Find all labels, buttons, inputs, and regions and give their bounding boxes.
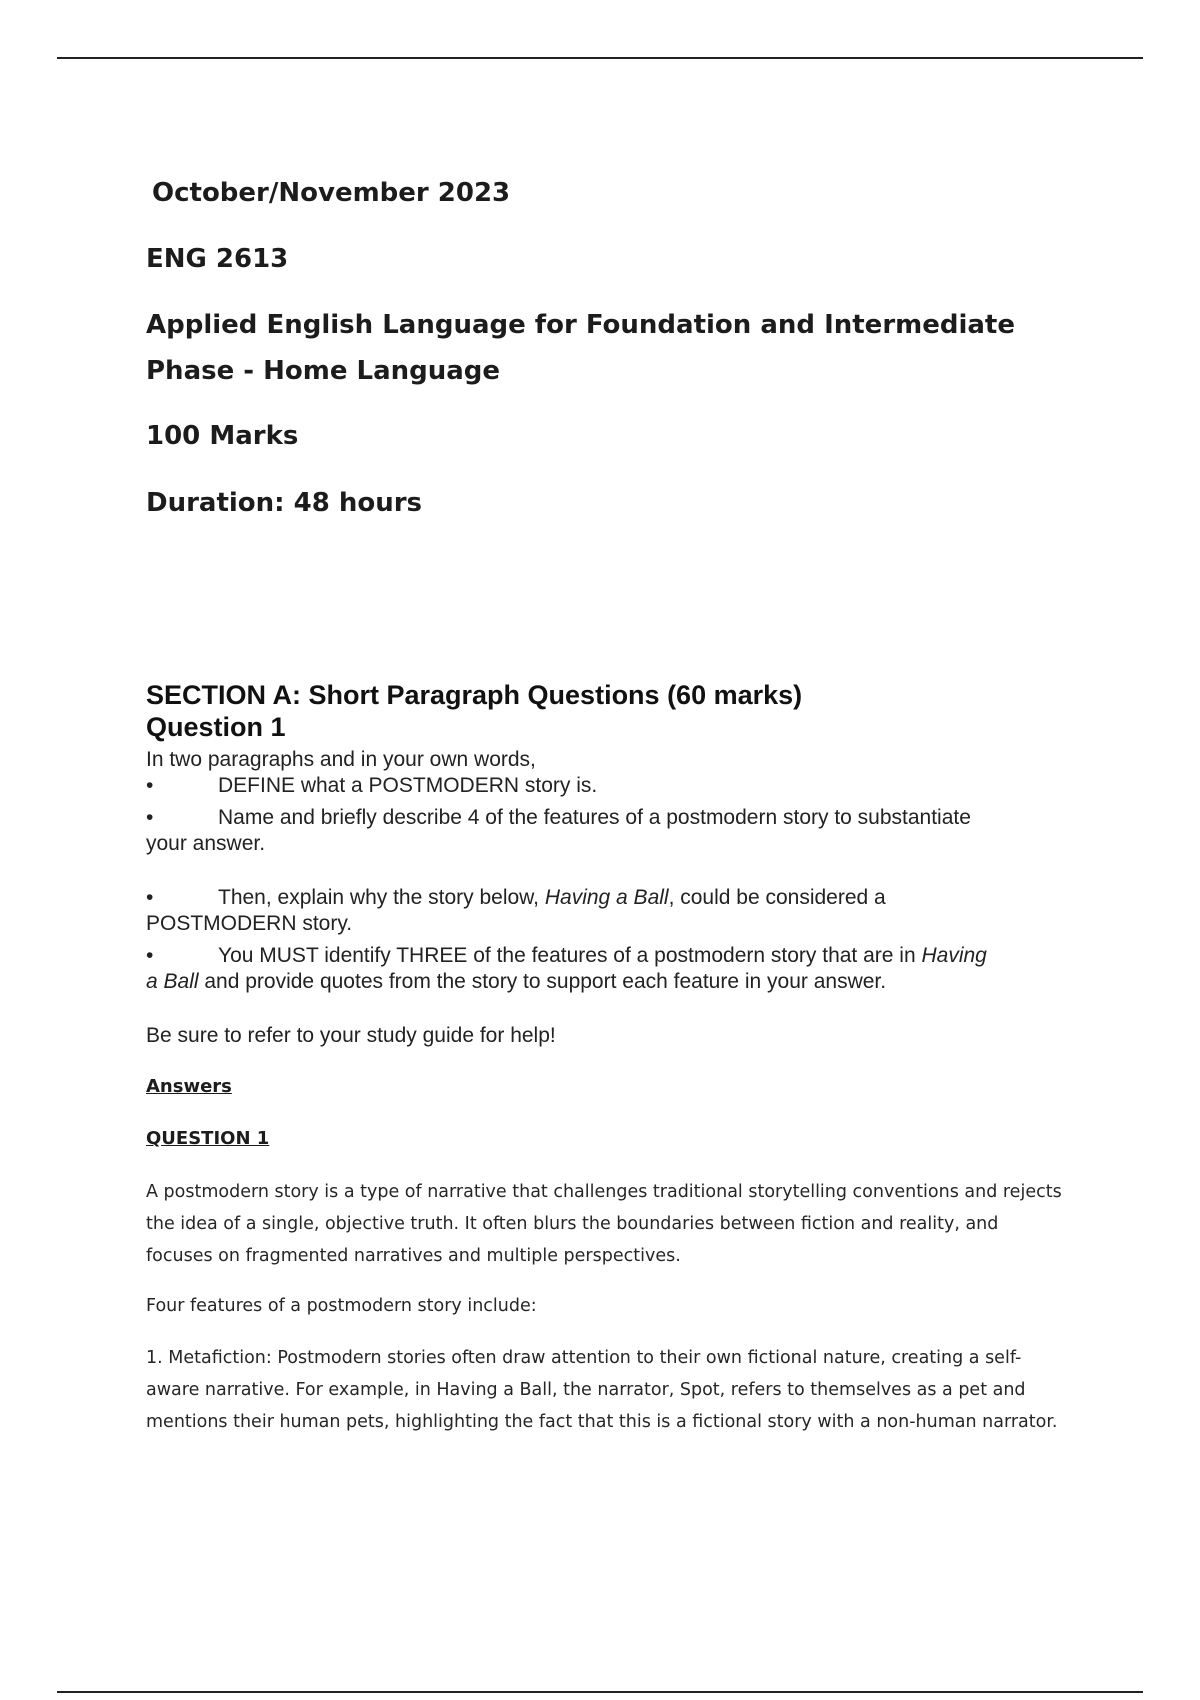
story-title-part2: a Ball [146,970,199,993]
section-title: SECTION A: Short Paragraph Questions (60 marks) [146,680,803,710]
bullet-3-text-line2: POSTMODERN story. [146,912,353,935]
answer-paragraph-3-line3: mentions their human pets, highlighting the fact that this is a fictional story with a non-human narrator. [146,1412,1058,1432]
answer-paragraph-3-line1: 1. Metafiction: Postmodern stories often draw attention to their own fictional nature, creating a self- [146,1348,1022,1368]
answer-paragraph-3-line2: aware narrative. For example, in Having a Ball, the narrator, Spot, refers to themselves as a pet and [146,1380,1026,1400]
bottom-rule [57,1691,1143,1693]
bullet-3-pre: Then, explain why the story below, [218,886,545,909]
bullet-1-text: DEFINE what a POSTMODERN story is. [218,774,598,797]
top-rule [57,57,1143,59]
answer-paragraph-1-line1: A postmodern story is a type of narrative that challenges traditional storytelling conventions and rejects [146,1182,1062,1202]
question-intro-text: In two paragraphs and in your own words, [146,748,536,771]
story-title-part1: Having [921,944,987,967]
bullet-4-pre: You MUST identify THREE of the features of a postmodern story that are in [218,944,922,967]
total-marks: 100 Marks [146,421,299,451]
answer-paragraph-1-line2: the idea of a single, objective truth. It often blurs the boundaries between fiction and reality, and [146,1214,999,1234]
bullet-dot: • [146,774,154,797]
bullet-4-post: and provide quotes from the story to support each feature in your answer. [198,970,887,993]
bullet-dot: • [146,806,154,829]
exam-date: October/November 2023 [152,178,511,208]
bullet-2-text-line2: your answer. [146,832,266,855]
bullet-dot: • [146,944,154,967]
answer-paragraph-3 [146,1342,1106,1438]
answer-question-heading: QUESTION 1 [146,1128,270,1149]
story-title: Having a Ball [544,886,669,909]
bullet-3-post: , could be considered a [668,886,886,909]
course-title-line1: Applied English Language for Foundation and Intermediate [146,310,1015,340]
bullet-dot: • [146,886,154,909]
bullet-4-text-line1 [218,942,987,969]
exam-duration: Duration: 48 hours [146,488,423,518]
course-code: ENG 2613 [146,244,289,274]
bullet-4-text-line2 [146,968,886,995]
answer-paragraph-1 [146,1176,1106,1272]
answer-paragraph-2-line1: Four features of a postmodern story include: [146,1296,537,1316]
answer-paragraph-1-line3: focuses on fragmented narratives and multiple perspectives. [146,1246,681,1266]
bullet-2-text-line1: Name and briefly describe 4 of the features of a postmodern story to substantiate [218,806,971,829]
study-guide-tip-text: Be sure to refer to your study guide for help! [146,1024,556,1047]
answers-heading: Answers [146,1076,232,1097]
answer-paragraph-2 [146,1290,1106,1322]
course-title-line2: Phase - Home Language [146,356,501,386]
question-label: Question 1 [146,712,286,742]
bullet-3-text-line1 [218,884,886,911]
